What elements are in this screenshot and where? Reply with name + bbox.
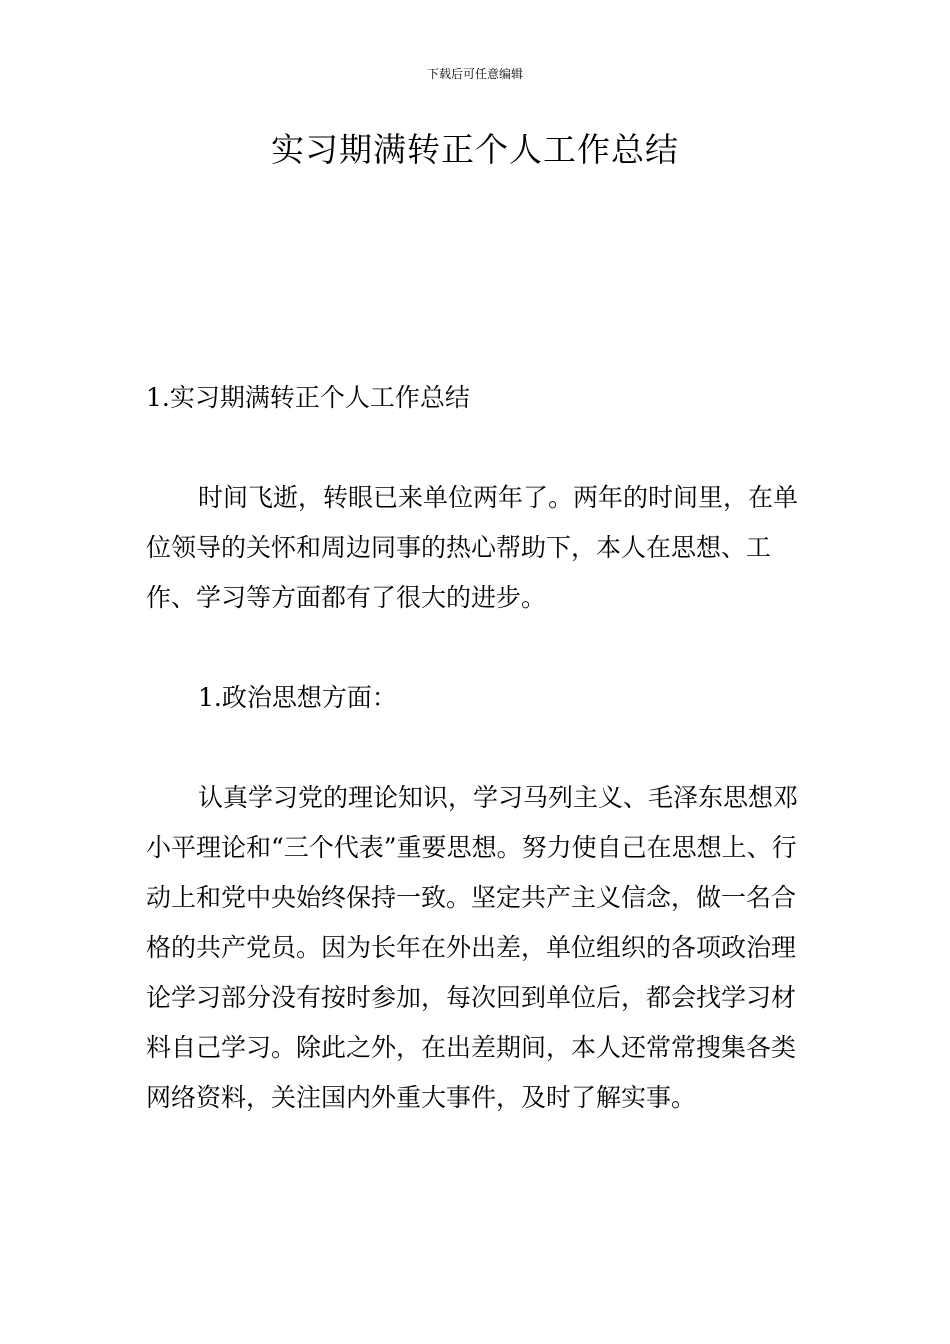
politics-subheading: 1.政治思想方面： [198, 683, 397, 712]
header-note: 下载后可任意编辑 [426, 67, 523, 81]
document-title: 实习期满转正个人工作总结 [271, 130, 679, 169]
section-heading: 1.实习期满转正个人工作总结 [146, 383, 470, 412]
politics-paragraph: 认真学习党的理论知识，学习马列主义、毛泽东思想邓小平理论和“三个代表”重要思想。努力使自己在思想上、行动上和党中央始终保持一致。坚定共产主义信念，做一名合格的共产党员。因为长年在外出差，单位组织的各项政治理论学习部分没有按时参加，每次回到单位后，都会找学习材料自己学习。除此之外，在出差期间，本人还常常搜集各类网络资料，关注国内外重大事件，及时了解实事。 [146, 783, 799, 1112]
intro-paragraph: 时间飞逝，转眼已来单位两年了。两年的时间里，在单位领导的关怀和周边同事的热心帮助下，本人在思想、工作、学习等方面都有了很大的进步。 [146, 483, 799, 612]
